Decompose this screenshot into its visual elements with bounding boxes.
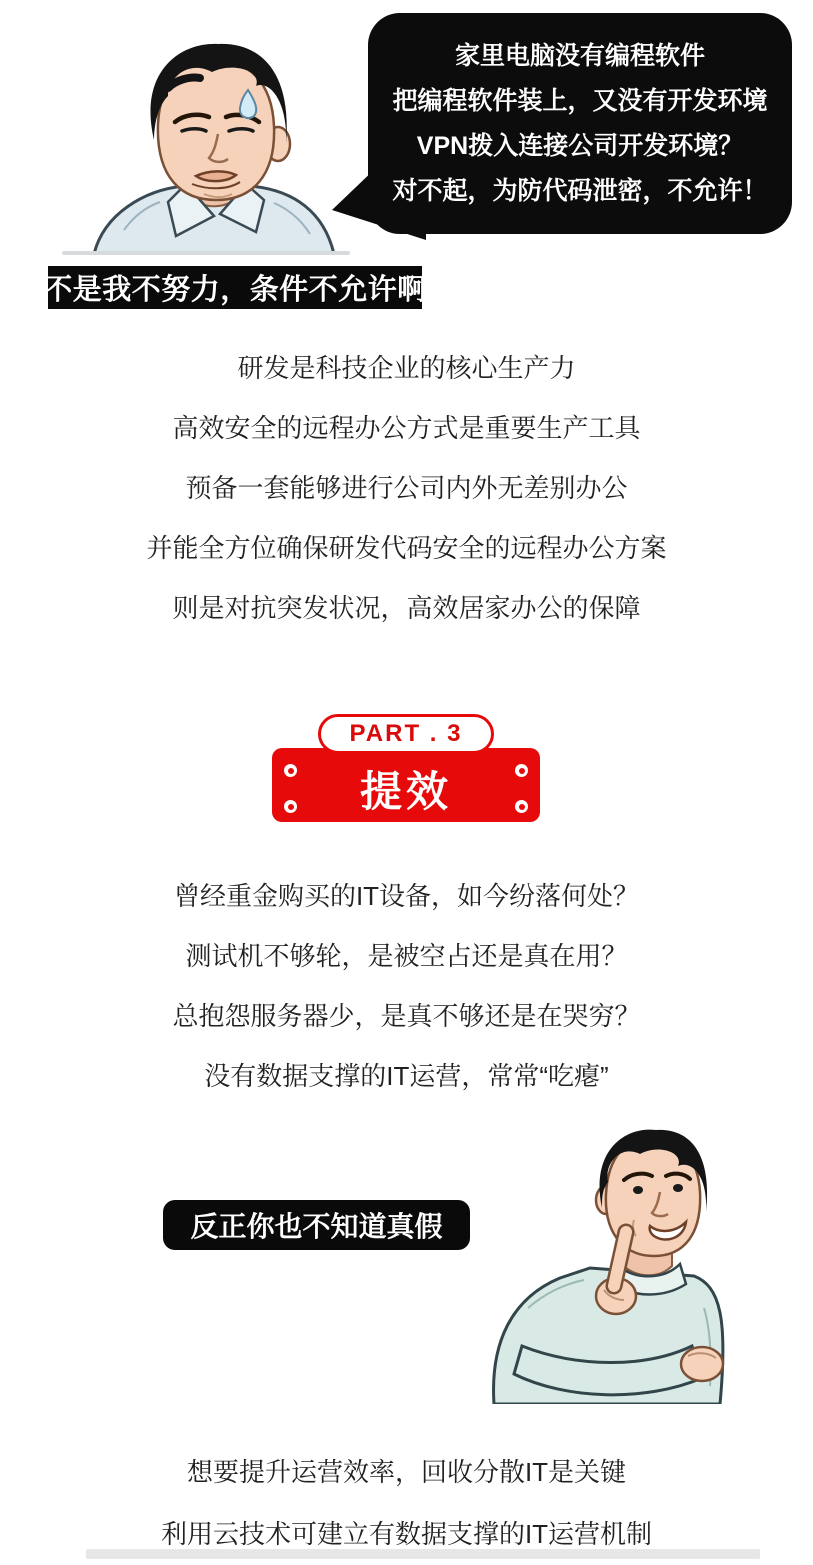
rivet-icon [284,800,297,813]
next-section-divider [86,1549,760,1559]
desk-edge-line [62,251,350,255]
bubble-line: 对不起，为防代码泄密，不允许！ [392,176,768,205]
paragraph-line: 高效安全的远程办公方式是重要生产工具 [172,413,641,443]
rivet-icon [515,800,528,813]
part-3-banner [0,714,813,824]
paragraph-line: 利用云技术可建立有数据支撑的IT运营机制 [160,1519,653,1549]
paragraph-line: 测试机不够轮，是被空占还是真在用？ [185,941,628,971]
paragraph-remote-work [0,338,813,638]
rivet-icon [284,764,297,777]
bubble-line: 把编程软件装上，又没有开发环境 [392,86,768,115]
paragraph-it-assets [0,866,813,1106]
paragraph-line: 则是对抗突发状况，高效居家办公的保障 [172,593,641,623]
part-title-box [272,748,540,822]
part-number-pill [318,714,494,754]
paragraph-line: 曾经重金购买的IT设备，如今纷落何处？ [173,881,640,911]
rivet-icon [515,764,528,777]
quote-label-text: 不是我不努力，条件不允许啊 [43,274,427,306]
quote-label-truth [163,1200,470,1250]
paragraph-line: 预备一套能够进行公司内外无差别办公 [185,473,628,503]
paragraph-line: 总抱怨服务器少，是真不够还是在哭穷？ [172,1001,641,1031]
paragraph-line: 没有数据支撑的IT运营，常常“吃瘪” [204,1061,609,1091]
speech-bubble [368,13,792,234]
quote-label-text: 反正你也不知道真假 [190,1211,443,1242]
part-number-text: PART . 3 [349,720,463,747]
paragraph-line: 并能全方位确保研发代码安全的远程办公方案 [146,533,667,563]
bubble-line: VPN拨入连接公司开发环境？ [416,131,744,160]
pointing-man-illustration [468,1128,760,1404]
part-title-text: 提效 [359,768,452,815]
paragraph-cloud-ops [0,1441,813,1565]
paragraph-line: 想要提升运营效率，回收分散IT是关键 [186,1457,627,1487]
quote-label-excuse [43,266,427,309]
worried-man-illustration [72,30,357,254]
bubble-line: 家里电脑没有编程软件 [454,41,705,70]
paragraph-line: 研发是科技企业的核心生产力 [237,353,576,383]
